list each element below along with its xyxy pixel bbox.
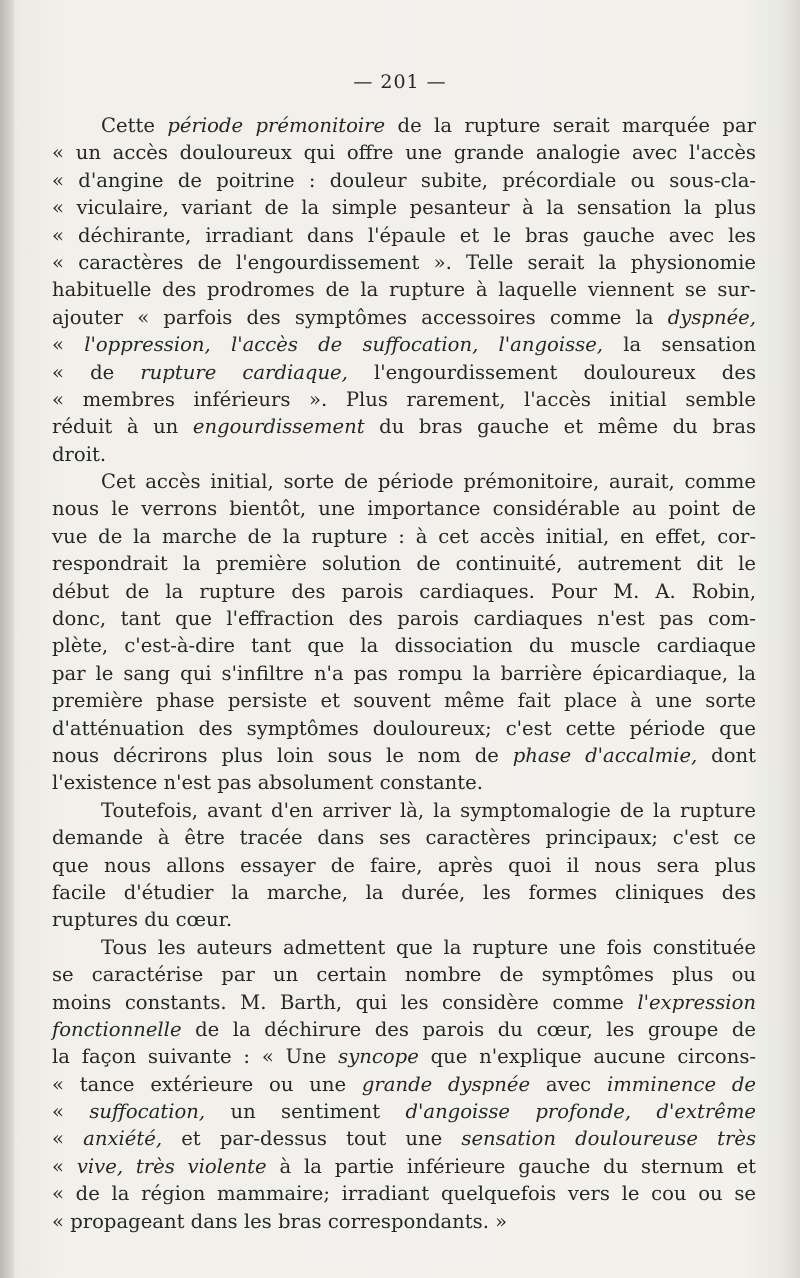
text-segment: « déchirante, irradiant dans l'épaule et le bras gauche avec les bbox=[52, 223, 756, 247]
text-line bbox=[52, 852, 756, 879]
text-line bbox=[52, 961, 756, 988]
italic-text-segment: engourdissement bbox=[192, 415, 365, 439]
text-segment: ruptures du cœur. bbox=[52, 908, 233, 932]
text-segment: première phase persiste et souvent même fait place à une sorte bbox=[52, 689, 756, 713]
text-line bbox=[52, 1180, 756, 1207]
text-segment: facile d'étudier la marche, la durée, les formes cliniques des bbox=[52, 880, 756, 904]
text-segment: à la partie inférieure gauche du sternum et bbox=[266, 1154, 756, 1178]
text-line bbox=[52, 167, 756, 194]
text-segment: d'atténuation des symptômes douloureux; c'est cette période que bbox=[52, 716, 756, 740]
text-line bbox=[52, 742, 756, 769]
italic-text-segment: suffocation, bbox=[89, 1100, 206, 1124]
text-line bbox=[52, 222, 756, 249]
text-segment: ajouter « parfois des symptômes accessoires comme la bbox=[52, 305, 668, 329]
text-segment: par le sang qui s'infiltre n'a pas rompu la barrière épicardiaque, la bbox=[52, 661, 756, 685]
text-segment: « bbox=[52, 1127, 84, 1151]
text-segment: « tance extérieure ou une bbox=[52, 1072, 362, 1096]
italic-text-segment: vive, très violente bbox=[76, 1154, 267, 1178]
text-line bbox=[52, 413, 756, 440]
text-segment: « propageant dans les bras correspondants. » bbox=[52, 1209, 508, 1233]
text-line bbox=[52, 112, 756, 139]
text-segment: « un accès douloureux qui offre une grande analogie avec l'accès bbox=[52, 141, 756, 165]
italic-text-segment: phase d'accalmie, bbox=[512, 743, 698, 767]
body-text bbox=[52, 112, 756, 1235]
text-segment: habituelle des prodromes de la rupture à laquelle viennent se sur- bbox=[52, 278, 756, 302]
text-segment: que n'explique aucune circons- bbox=[418, 1045, 756, 1069]
text-segment: Cette bbox=[101, 114, 168, 137]
text-segment: « bbox=[52, 333, 85, 357]
italic-text-segment: période prémonitoire bbox=[167, 114, 386, 137]
text-segment: début de la rupture des parois cardiaques. Pour M. A. Robin, bbox=[52, 579, 756, 603]
text-line bbox=[52, 550, 756, 577]
text-segment: nous décrirons plus loin sous le nom de bbox=[52, 743, 513, 767]
text-segment: un sentiment bbox=[205, 1100, 406, 1124]
text-line bbox=[52, 797, 756, 824]
italic-text-segment: rupture cardiaque, bbox=[140, 360, 348, 384]
text-segment: de la rupture serait marquée par bbox=[385, 114, 756, 137]
italic-text-segment: dyspnée, bbox=[667, 305, 756, 329]
text-segment: « de bbox=[52, 360, 141, 384]
text-line bbox=[52, 304, 756, 331]
text-line bbox=[52, 605, 756, 632]
text-segment: vue de la marche de la rupture : à cet accès initial, en effet, cor- bbox=[52, 524, 756, 548]
text-segment: moins constants. M. Barth, qui les considère comme bbox=[52, 990, 638, 1014]
page-spine-shadow bbox=[0, 0, 14, 1278]
text-segment: avec bbox=[530, 1072, 607, 1096]
text-line bbox=[52, 934, 756, 961]
text-segment: du bras gauche et même du bras bbox=[364, 415, 756, 439]
text-segment: « viculaire, variant de la simple pesanteur à la sensation la plus bbox=[52, 196, 756, 220]
text-segment: plète, c'est-à-dire tant que la dissociation du muscle cardiaque bbox=[52, 634, 756, 658]
text-segment: et par-dessus tout une bbox=[162, 1127, 462, 1151]
italic-text-segment: syncope bbox=[338, 1045, 419, 1069]
text-segment: Toutefois, avant d'en arriver là, la symptomalogie de la rupture bbox=[101, 798, 756, 822]
text-line bbox=[52, 194, 756, 221]
text-segment: « d'angine de poitrine : douleur subite, précordiale ou sous-cla- bbox=[52, 168, 756, 192]
text-segment: la sensation bbox=[603, 333, 756, 357]
text-line bbox=[52, 687, 756, 714]
italic-text-segment: imminence de bbox=[606, 1072, 756, 1096]
text-segment: « membres inférieurs ». Plus rarement, l'accès initial semble bbox=[52, 387, 756, 411]
text-line bbox=[52, 468, 756, 495]
text-line bbox=[52, 989, 756, 1016]
text-segment: l'existence n'est pas absolument constante. bbox=[52, 771, 483, 795]
text-line bbox=[52, 495, 756, 522]
text-segment: « bbox=[52, 1100, 90, 1124]
text-line bbox=[52, 1098, 756, 1125]
text-line bbox=[52, 386, 756, 413]
text-line bbox=[52, 139, 756, 166]
text-line bbox=[52, 906, 756, 933]
text-segment: droit. bbox=[52, 442, 107, 466]
text-line bbox=[52, 660, 756, 687]
text-line bbox=[52, 1071, 756, 1098]
text-line bbox=[52, 1153, 756, 1180]
text-line bbox=[52, 715, 756, 742]
italic-text-segment: anxiété, bbox=[83, 1127, 163, 1151]
text-segment: la façon suivante : « Une bbox=[52, 1045, 339, 1069]
italic-text-segment: grande dyspnée bbox=[361, 1072, 531, 1096]
text-line bbox=[52, 441, 756, 468]
text-segment: l'engourdissement douloureux des bbox=[347, 360, 756, 384]
text-segment: dont bbox=[697, 743, 756, 767]
text-segment: respondrait la première solution de continuité, autrement dit le bbox=[52, 552, 756, 576]
italic-text-segment: fonctionnelle bbox=[52, 1017, 182, 1041]
text-line bbox=[52, 276, 756, 303]
text-line bbox=[52, 578, 756, 605]
text-segment: « bbox=[52, 1154, 77, 1178]
text-line bbox=[52, 1125, 756, 1152]
text-segment: Tous les auteurs admettent que la rupture une fois constituée bbox=[101, 935, 756, 959]
text-line bbox=[52, 769, 756, 796]
italic-text-segment: d'angoisse profonde, d'extrême bbox=[405, 1100, 756, 1124]
text-segment: que nous allons essayer de faire, après quoi il nous sera plus bbox=[52, 853, 756, 877]
text-line bbox=[52, 1043, 756, 1070]
text-line bbox=[52, 523, 756, 550]
text-segment: réduit à un bbox=[52, 415, 193, 439]
text-line bbox=[52, 249, 756, 276]
text-line bbox=[52, 1208, 756, 1235]
text-line bbox=[52, 1016, 756, 1043]
text-segment: « de la région mammaire; irradiant quelquefois vers le cou ou se bbox=[52, 1182, 756, 1206]
text-line bbox=[52, 879, 756, 906]
text-line bbox=[52, 331, 756, 358]
text-line bbox=[52, 824, 756, 851]
italic-text-segment: l'expression bbox=[637, 990, 756, 1014]
text-segment: de la déchirure des parois du cœur, les groupe de bbox=[181, 1017, 756, 1041]
italic-text-segment: sensation douloureuse très bbox=[461, 1127, 757, 1151]
text-segment: donc, tant que l'effraction des parois cardiaques n'est pas com- bbox=[52, 607, 756, 631]
text-segment: nous le verrons bientôt, une importance considérable au point de bbox=[52, 497, 756, 521]
text-segment: se caractérise par un certain nombre de symptômes plus ou bbox=[52, 963, 756, 987]
text-segment: Cet accès initial, sorte de période prémonitoire, aurait, comme bbox=[101, 470, 756, 494]
italic-text-segment: l'oppression, l'accès de suffocation, l'angoisse, bbox=[84, 333, 604, 357]
text-line bbox=[52, 632, 756, 659]
text-segment: demande à être tracée dans ses caractères principaux; c'est ce bbox=[52, 826, 756, 850]
text-line bbox=[52, 359, 756, 386]
text-segment: « caractères de l'engourdissement ». Telle serait la physionomie bbox=[52, 250, 756, 274]
page-number: — 201 — bbox=[353, 71, 447, 93]
